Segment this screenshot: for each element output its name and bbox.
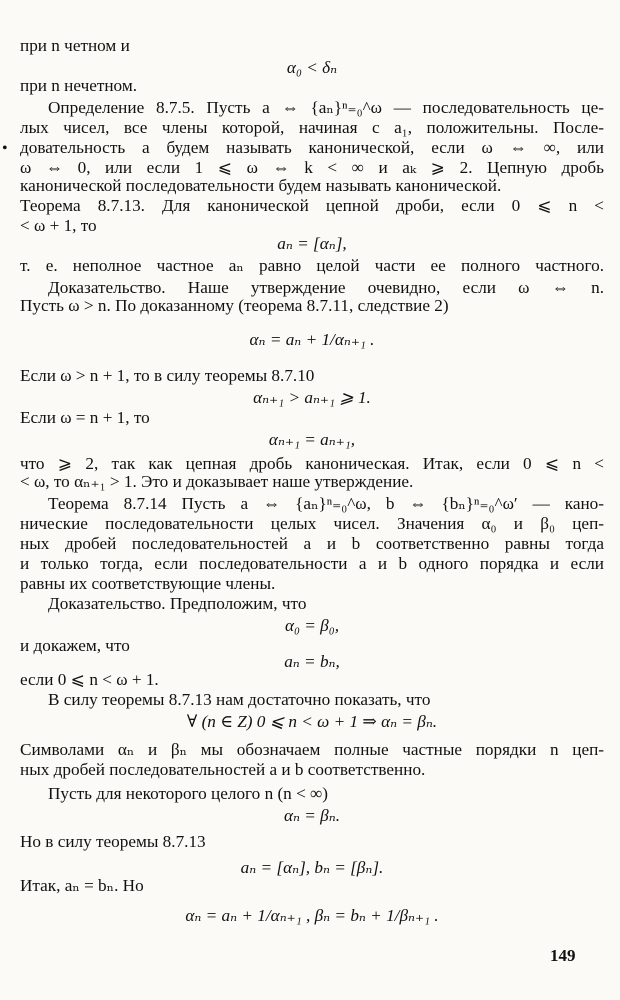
text-line: ω ⇔ 0, или если 1 ⩽ ω ⇔ k < ∞ и aₖ ⩾ 2. Цепную дробь: [20, 158, 604, 177]
formula: αₙ = aₙ + 1/αₙ₊₁ , βₙ = bₙ + 1/βₙ₊₁ .: [185, 906, 439, 925]
text-line: Пусть для некоторого целого n (n < ∞): [48, 784, 329, 803]
definition-heading-line: Определение 8.7.5. Пусть a ⇔ {aₙ}ⁿ₌₀^ω — последовательность це-: [48, 98, 604, 117]
theorem-heading-line: Теорема 8.7.13. Для канонической цепной дроби, если 0 ⩽ n <: [20, 196, 604, 215]
text-line: В силу теоремы 8.7.13 нам достаточно показать, что: [48, 690, 431, 709]
text-line: канонической последовательности будем называть канонической.: [20, 176, 502, 195]
proof-heading-line: Доказательство. Предположим, что: [48, 594, 307, 613]
formula: αₙ = aₙ + 1/αₙ₊₁ .: [249, 330, 375, 349]
formula: aₙ = bₙ,: [284, 652, 340, 671]
theorem-heading-line: Теорема 8.7.14 Пусть a ⇔ {aₙ}ⁿ₌₀^ω, b ⇔ {bₙ}ⁿ₌₀^ω′ — кано-: [48, 494, 604, 513]
text-line: Если ω > n + 1, то в силу теоремы 8.7.10: [20, 366, 315, 385]
text-line: довательность a будем называть канонической, если ω ⇔ ∞, или: [20, 138, 604, 157]
text-line: что ⩾ 2, так как цепная дробь каноническая. Итак, если 0 ⩽ n <: [20, 454, 604, 473]
text-line: равны их соответствующие члены.: [20, 574, 276, 593]
text-line: при n нечетном.: [20, 76, 137, 95]
text-line: при n четном и: [20, 36, 130, 55]
text-line: и только тогда, если последовательности a и b одного порядка и если: [20, 554, 604, 573]
text-line: если 0 ⩽ n < ω + 1.: [20, 670, 159, 689]
text-line: < ω + 1, то: [20, 216, 97, 235]
text-line: и докажем, что: [20, 636, 130, 655]
text-line: т. е. неполное частное aₙ равно целой части ее полного частного.: [20, 256, 604, 275]
text-line: < ω, то αₙ₊₁ > 1. Это и доказывает наше утверждение.: [20, 472, 414, 491]
page-number: 149: [550, 946, 576, 965]
text-line: ных дробей последовательностей a и b соответственно.: [20, 760, 426, 779]
text-line: Но в силу теоремы 8.7.13: [20, 832, 206, 851]
formula: αₙ₊₁ > aₙ₊₁ ⩾ 1.: [253, 388, 371, 407]
formula: α₀ < δₙ: [286, 58, 338, 77]
text-line: лых чисел, все члены которой, начиная с a₁, положительны. После-: [20, 118, 604, 137]
text-line: нические последовательности целых чисел. Значения α₀ и β₀ цеп-: [20, 514, 604, 533]
text-line: Пусть ω > n. По доказанному (теорема 8.7.11, следствие 2): [20, 296, 449, 315]
text-line: Итак, aₙ = bₙ. Но: [20, 876, 144, 895]
margin-dot: •: [2, 140, 8, 157]
formula: αₙ = βₙ.: [283, 806, 340, 825]
text-line: ных дробей последовательностей a и b соответственно равны тогда: [20, 534, 604, 553]
formula: αₙ₊₁ = aₙ₊₁,: [268, 430, 356, 449]
formula: aₙ = [αₙ],: [277, 234, 347, 253]
formula: ∀ (n ∈ Z) 0 ⩽ n < ω + 1 ⇒ αₙ = βₙ.: [186, 712, 438, 731]
formula: α₀ = β₀,: [284, 616, 340, 635]
text-line: Если ω = n + 1, то: [20, 408, 150, 427]
text-line: Символами αₙ и βₙ мы обозначаем полные частные порядки n цеп-: [20, 740, 604, 759]
formula: aₙ = [αₙ], bₙ = [βₙ].: [240, 858, 384, 877]
proof-heading-line: Доказательство. Наше утверждение очевидно, если ω ⇔ n.: [48, 278, 604, 297]
